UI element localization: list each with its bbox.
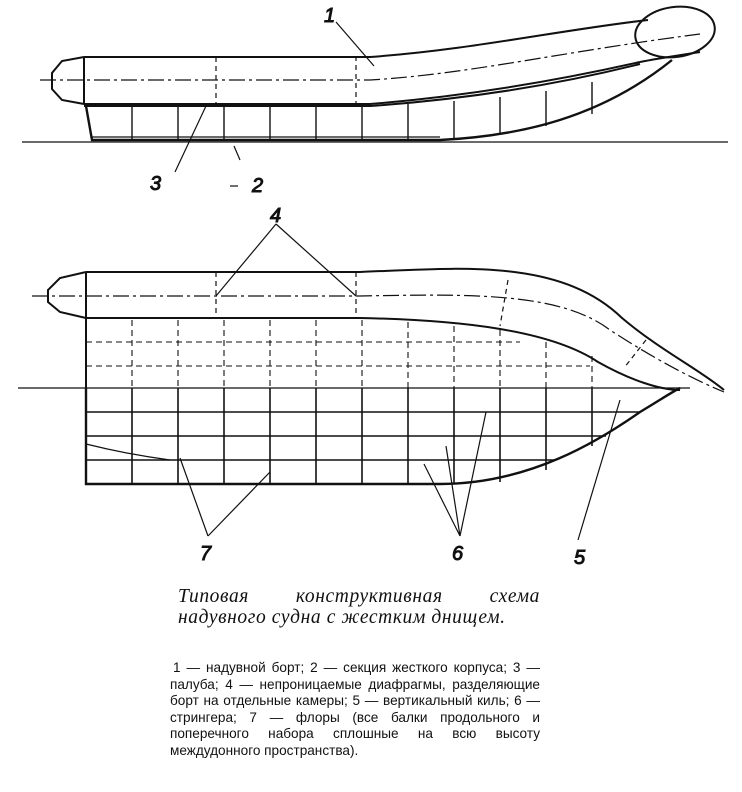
label-5: 5: [574, 547, 586, 569]
leader-7a: [180, 458, 208, 536]
side-hull-bottom: [86, 60, 672, 140]
plan-tube-bow-cap: [48, 272, 86, 318]
side-frames: [132, 82, 592, 140]
side-inflatable-tube: [84, 20, 648, 104]
label-2: 2: [252, 175, 264, 197]
side-view: [22, 2, 728, 197]
plan-stringers: [86, 412, 640, 460]
label-7: 7: [200, 543, 212, 565]
leader-6c: [460, 412, 486, 536]
label-1: 1: [324, 5, 336, 27]
plan-diaphragm: [624, 340, 646, 368]
label-3: 3: [150, 173, 162, 195]
label-4: 4: [270, 205, 282, 227]
figure-legend: [170, 660, 540, 759]
side-tube-stern-section: [632, 2, 718, 63]
leader-2: [234, 146, 240, 160]
leader-4b: [276, 224, 356, 296]
plan-tube-axis: [32, 295, 724, 392]
plan-hidden-frames: [86, 320, 592, 388]
legend-text: 1 — надувной борт; 2 — секция жесткого корпуса; 3 — палуба; 4 — непроницаемые диафрагмы, разделяющие борт на отдельные камеры; 5 — вертикальный киль; 6 — стрингера; 7 — флоры (все балки продольного и поперечного набора сплошные на всю высоту междудонного пространства).: [170, 660, 540, 758]
side-deck-line: [84, 64, 640, 106]
plan-view: [18, 205, 724, 569]
leader-4a: [216, 224, 276, 296]
leader-7b: [208, 472, 270, 536]
label-6: 6: [452, 543, 464, 565]
figure-caption: Типовая конструктивная схема надувного судна с жестким днищем.: [178, 586, 540, 628]
leader-5: [578, 400, 620, 540]
plan-inflatable-tube: [86, 269, 724, 390]
plan-diaphragm: [500, 280, 508, 326]
leader-1: [336, 22, 374, 66]
